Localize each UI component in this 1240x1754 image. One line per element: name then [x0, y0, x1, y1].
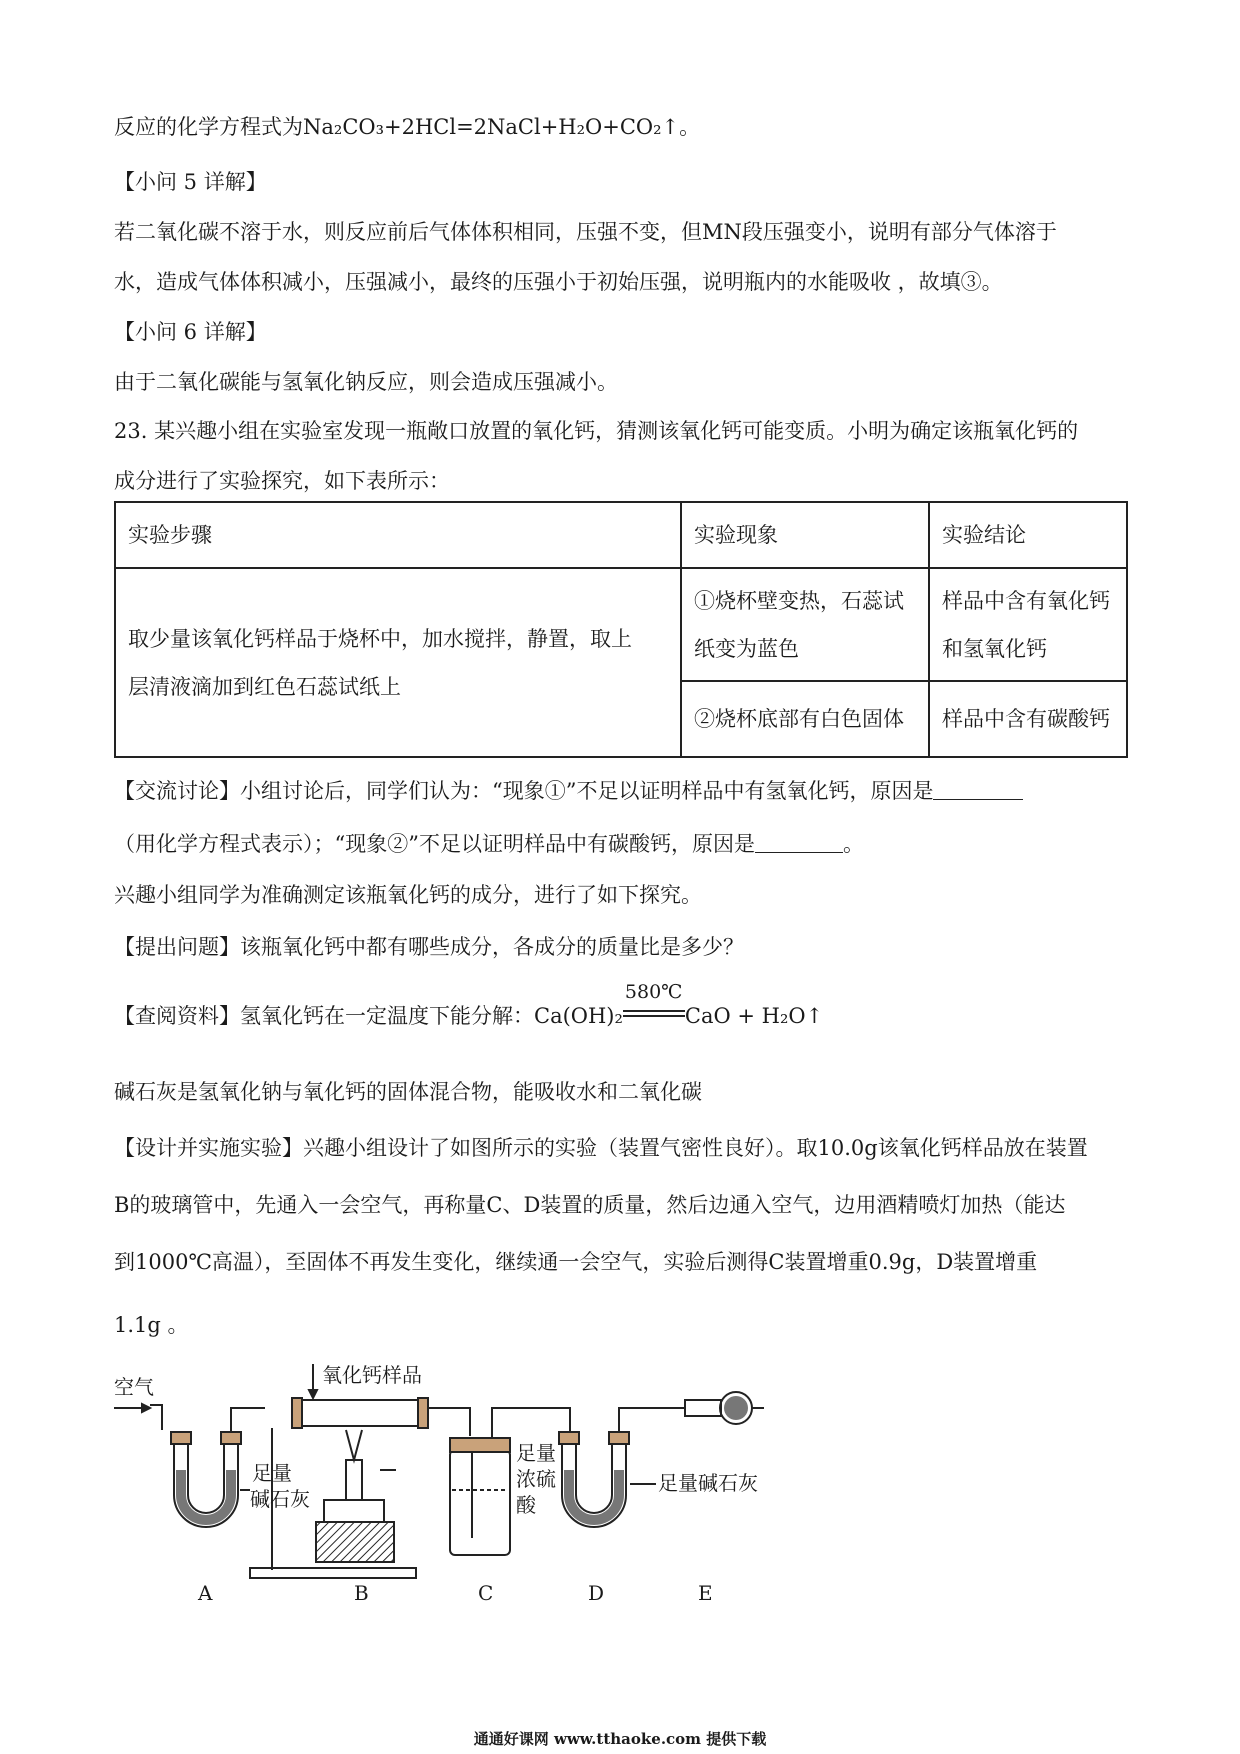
apparatus-diagram: [100, 1360, 880, 1610]
para-q5-line2: 水，造成气体体积减小，压强减小，最终的压强小于初始压强，说明瓶内的水能吸收 ，故填③。: [114, 270, 1003, 294]
conclusion-2-cell: 样品中含有碳酸钙: [929, 681, 1127, 757]
discussion-text-b: （用化学方程式表示）；“现象②”不足以证明样品中有碳酸钙，原因是: [114, 832, 755, 856]
design-line1: 【设计并实施实验】兴趣小组设计了如图所示的实验（装置气密性良好）。取10.0g该氧化钙样品放在装置: [114, 1136, 1088, 1160]
label-letter-d: D: [588, 1581, 605, 1605]
stopper-d1: [559, 1432, 579, 1444]
label-a-line2: 碱石灰: [250, 1487, 310, 1511]
step-line1: 取少量该氧化钙样品于烧杯中，加水搅拌，静置，取上: [128, 626, 632, 651]
design-line3: 到1000℃高温），至固体不再发生变化，继续通一会空气，实验后测得C装置增重0.9g，D装置增重: [114, 1250, 1038, 1274]
stand-base: [250, 1568, 416, 1578]
stopper-a1: [171, 1432, 191, 1444]
heading-q6: 【小问 6 详解】: [114, 320, 267, 344]
intro-line: 兴趣小组同学为准确测定该瓶氧化钙的成分，进行了如下探究。: [114, 883, 702, 907]
design-line4: 1.1g 。: [114, 1313, 189, 1337]
stopper-a2: [221, 1432, 241, 1444]
label-letter-a: A: [198, 1581, 213, 1605]
reaction-temperature: 580℃: [624, 981, 683, 1003]
label-a-line1: 足量: [252, 1461, 292, 1485]
eq-formula: Na₂CO₃+2HCl=2NaCl+H₂O+CO₂↑: [303, 115, 680, 139]
stopper-b1: [292, 1398, 302, 1428]
u-tube-a-inner: [188, 1444, 224, 1513]
soda-lime-d: [564, 1470, 624, 1525]
question-line: 【提出问题】该瓶氧化钙中都有哪些成分，各成分的质量比是多少？: [114, 935, 744, 959]
label-air: 空气: [114, 1375, 154, 1399]
question-23-line2: 成分进行了实验探究，如下表所示：: [114, 469, 450, 493]
phenomenon-1-cell: [681, 568, 929, 681]
discussion-text-a: 【交流讨论】小组讨论后，同学们认为：“现象①”不足以证明样品中有氢氧化钙，原因是: [114, 779, 934, 803]
label-c-line3: 酸: [516, 1493, 536, 1517]
air-arrow-head: [142, 1404, 150, 1412]
label-letter-e: E: [698, 1581, 713, 1605]
discussion-line1: [114, 776, 1023, 806]
stopper-c: [450, 1438, 510, 1452]
reaction-products: CaO + H₂O↑: [684, 1004, 824, 1028]
soda-lime-line: 碱石灰是氢氧化钠与氧化钙的固体混合物，能吸收水和二氧化碳: [114, 1080, 702, 1104]
design-line2: B的玻璃管中，先通入一会空气，再称量C、D装置的质量，然后边通入空气，边用酒精喷灯加热（能达: [114, 1193, 1066, 1217]
experiment-table: [114, 501, 1128, 758]
header-phenomenon: 实验现象: [681, 502, 929, 568]
phen1-line1: ①烧杯壁变热，石蕊试: [694, 588, 904, 613]
heading-q5: 【小问 5 详解】: [114, 170, 267, 194]
table-header-row: [115, 502, 1127, 568]
question-23-line1: 23. 某兴趣小组在实验室发现一瓶敞口放置的氧化钙，猜测该氧化钙可能变质。小明为确定该瓶氧化钙的: [114, 419, 1079, 443]
soda-lime-a: [176, 1470, 236, 1525]
para-q6: 由于二氧化碳能与氢氧化钠反应，则会造成压强减小。: [114, 370, 618, 394]
reference-line: [114, 981, 824, 1031]
inlet-tube: [150, 1405, 162, 1430]
soda-lime-e: [724, 1396, 748, 1420]
equation-line: [114, 112, 700, 142]
tube-b-c: [428, 1408, 470, 1436]
conc1-line1: 样品中含有氧化钙: [942, 588, 1110, 613]
flame: [346, 1430, 362, 1460]
discussion-end: 。: [842, 832, 864, 856]
header-conclusion: 实验结论: [929, 502, 1127, 568]
page-footer: 通通好课网 www.tthaoke.com 提供下载: [473, 1730, 767, 1748]
drying-tube-e: [685, 1400, 721, 1416]
stopper-b2: [418, 1398, 428, 1428]
label-letter-b: B: [354, 1581, 369, 1605]
header-step: 实验步骤: [115, 502, 681, 568]
answer-blank-1[interactable]: [933, 781, 1023, 800]
discussion-line2: [114, 829, 864, 859]
lamp-base: [316, 1522, 394, 1562]
phen1-line2: 纸变为蓝色: [694, 636, 799, 661]
eq-prefix: 反应的化学方程式为: [114, 115, 303, 139]
phenomenon-2-cell: ②烧杯底部有白色固体: [681, 681, 929, 757]
stopper-d2: [609, 1432, 629, 1444]
label-sample: 氧化钙样品: [322, 1363, 422, 1387]
conc1-line2: 和氢氧化钙: [942, 636, 1047, 661]
lamp-neck: [346, 1460, 362, 1500]
eq-suffix: 。: [679, 115, 701, 139]
u-tube-d-inner: [576, 1444, 612, 1513]
label-letter-c: C: [478, 1581, 494, 1605]
para-q5-line1: 若二氧化碳不溶于水，则反应前后气体体积相同，压强不变，但MN段压强变小，说明有部分气体溶于: [114, 220, 1057, 244]
step-line2: 层清液滴加到红色石蕊试纸上: [128, 674, 401, 699]
answer-blank-2[interactable]: [755, 834, 843, 853]
reference-prefix: 【查阅资料】氢氧化钙在一定温度下能分解：: [114, 1004, 534, 1028]
label-c-line2: 浓硫: [516, 1467, 556, 1491]
bottle-c: [450, 1450, 510, 1555]
label-c-line1: 足量: [516, 1441, 556, 1465]
sample-pointer-head: [309, 1390, 317, 1398]
reaction-reactant: Ca(OH)₂: [534, 1004, 623, 1028]
conclusion-1-cell: [929, 568, 1127, 681]
lamp-body: [324, 1500, 384, 1522]
label-e: 足量碱石灰: [658, 1471, 758, 1495]
reaction-condition: [623, 981, 685, 1025]
glass-tube-b: [300, 1400, 420, 1426]
step-cell: [115, 568, 681, 757]
tube-a-b: [231, 1408, 265, 1432]
tube-d-e: [619, 1408, 685, 1432]
table-row: [115, 568, 1127, 681]
